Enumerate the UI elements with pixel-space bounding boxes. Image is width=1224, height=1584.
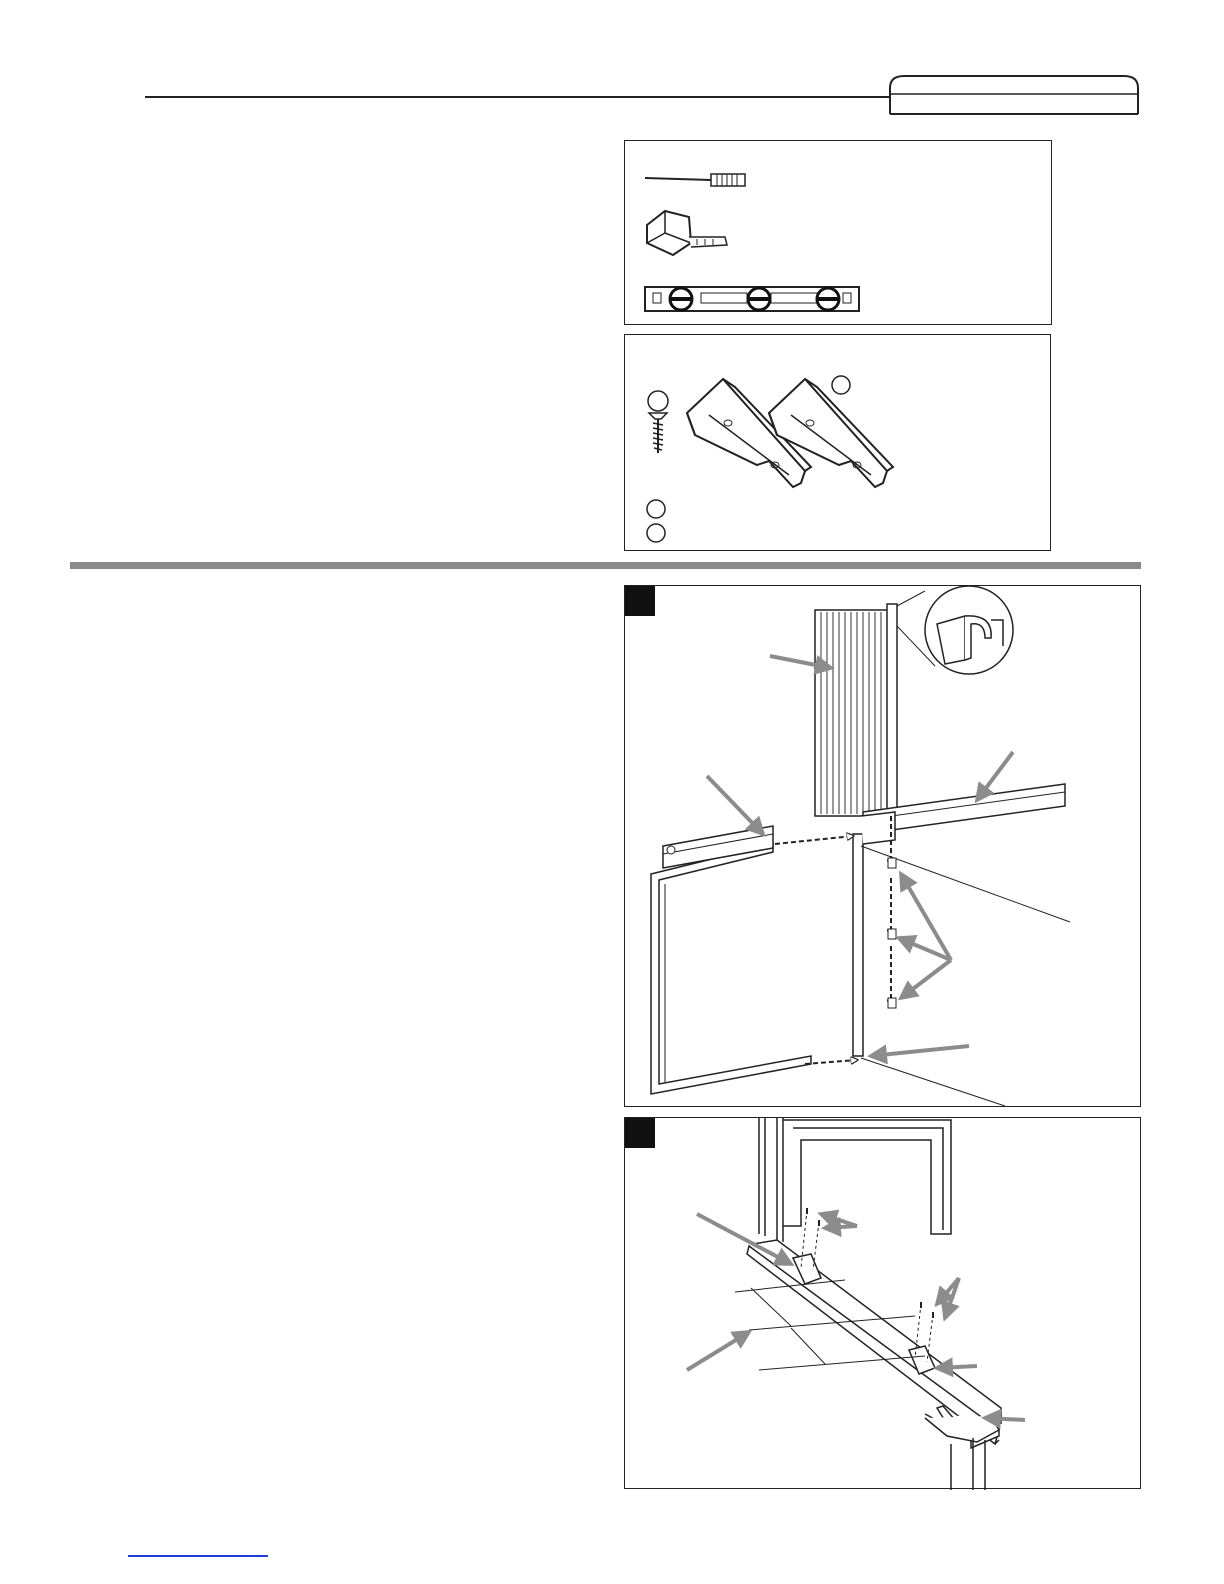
part-callout-circle: [647, 524, 665, 542]
header-rule: [145, 96, 890, 98]
clip: [888, 858, 896, 868]
figure-2-panel: [624, 1117, 1141, 1489]
callout-arrow: [937, 1366, 977, 1368]
screw-icon: [648, 391, 668, 453]
detail-magnifier: [897, 586, 1013, 674]
callout-arrow: [821, 1214, 857, 1226]
callout-arrow: [901, 960, 951, 998]
figure-1-panel: [624, 585, 1141, 1107]
tape-measure-icon: [647, 211, 727, 255]
callout-arrow: [901, 874, 951, 960]
clip: [888, 998, 896, 1008]
callout-arrow: [825, 1226, 857, 1228]
header-tab: [888, 74, 1140, 116]
clip: [888, 929, 896, 939]
callout-arrow: [871, 1046, 969, 1056]
accordion-panel: [815, 604, 897, 816]
screwdriver-icon: [645, 174, 745, 186]
section-divider: [70, 562, 1141, 569]
part-callout-circle: [832, 376, 850, 394]
parts-panel: [624, 334, 1051, 551]
tools-panel: [624, 140, 1052, 325]
window-frame: [651, 812, 895, 1094]
part-callout-circle: [647, 500, 665, 518]
footer-link[interactable]: [128, 1555, 268, 1557]
callout-arrow: [687, 1332, 749, 1370]
callout-arrow: [985, 1418, 1025, 1420]
callout-arrow: [707, 776, 763, 834]
insert-arrow: [805, 1060, 857, 1064]
level-icon: [645, 287, 859, 311]
insert-arrow: [775, 836, 853, 844]
